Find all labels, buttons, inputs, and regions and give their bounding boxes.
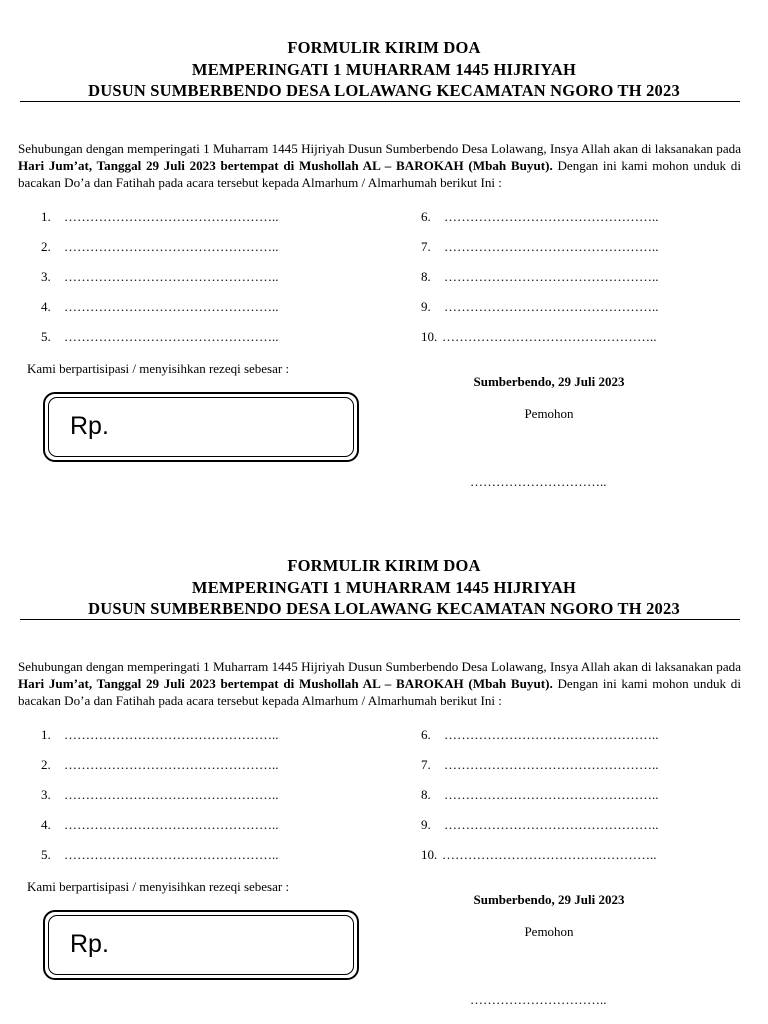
entry-blank-line[interactable]: ………………………………………….. — [64, 269, 279, 284]
entry-number: 6. — [421, 727, 431, 742]
prayer-form — [0, 0, 768, 500]
form-title: FORMULIR KIRIM DOA — [287, 38, 481, 57]
entry-number: 7. — [421, 239, 431, 254]
entry-blank-line[interactable]: ………………………………………….. — [64, 817, 279, 832]
form-subtitle: MEMPERINGATI 1 MUHARRAM 1445 HIJRIYAH — [191, 578, 577, 597]
entry-blank-line[interactable]: ………………………………………….. — [444, 727, 659, 742]
entry-number: 9. — [421, 299, 431, 314]
currency-label: Rp. — [70, 412, 109, 440]
request-text: Dengan ini kami mohon unduk di bacakan Do’a dan Fatihah pada acara tersebut kepada Almarhum / Almarhumah berikut Ini : — [18, 676, 741, 709]
entry-blank-line[interactable]: ………………………………………….. — [64, 329, 279, 344]
entry-number: 3. — [41, 787, 51, 802]
entry-number: 6. — [421, 209, 431, 224]
entry-blank-line[interactable]: ………………………………………….. — [64, 727, 279, 742]
entry-blank-line[interactable]: ………………………………………….. — [444, 239, 659, 254]
name-entry-row[interactable] — [41, 727, 279, 743]
entry-number: 8. — [421, 787, 431, 802]
donation-amount-box[interactable] — [43, 910, 359, 980]
entry-blank-line[interactable]: ………………………………………….. — [64, 239, 279, 254]
form-title: FORMULIR KIRIM DOA — [287, 556, 481, 575]
entry-blank-line[interactable]: ………………………………………….. — [64, 299, 279, 314]
applicant-role: Pemohon — [524, 406, 574, 421]
name-entry-row[interactable] — [421, 299, 659, 315]
entry-number: 2. — [41, 239, 51, 254]
form-location-title: DUSUN SUMBERBENDO DESA LOLAWANG KECAMATAN NGORO TH 2023 — [88, 599, 680, 618]
donation-amount-box[interactable] — [43, 392, 359, 462]
entry-blank-line[interactable]: ………………………………………….. — [444, 757, 659, 772]
name-entry-row[interactable] — [41, 817, 279, 833]
name-entry-row[interactable] — [421, 817, 659, 833]
entry-blank-line[interactable]: ………………………………………….. — [444, 817, 659, 832]
name-entry-row[interactable] — [41, 787, 279, 803]
name-entry-row[interactable] — [421, 329, 657, 345]
intro-text: Sehubungan dengan memperingati 1 Muharram 1445 Hijriyah Dusun Sumberbendo Desa Lolawang, Insya Allah akan di laksanakan pada — [18, 659, 741, 675]
entry-number: 8. — [421, 269, 431, 284]
form-subtitle: MEMPERINGATI 1 MUHARRAM 1445 HIJRIYAH — [191, 60, 577, 79]
entry-number: 5. — [41, 847, 51, 862]
entry-number: 3. — [41, 269, 51, 284]
entry-number: 9. — [421, 817, 431, 832]
name-entry-row[interactable] — [41, 269, 279, 285]
name-entry-row[interactable] — [41, 847, 279, 863]
name-entry-row[interactable] — [41, 209, 279, 225]
entry-number: 7. — [421, 757, 431, 772]
entry-blank-line[interactable]: ………………………………………….. — [64, 787, 279, 802]
entry-number: 1. — [41, 209, 51, 224]
place-date: Sumberbendo, 29 Juli 2023 — [473, 892, 625, 907]
entry-number: 1. — [41, 727, 51, 742]
event-details: Hari Jum’at, Tanggal 29 Juli 2023 bertempat di Mushollah AL – BAROKAH (Mbah Buyut). — [18, 676, 553, 692]
request-text: Dengan ini kami mohon unduk di bacakan Do’a dan Fatihah pada acara tersebut kepada Almarhum / Almarhumah berikut Ini : — [18, 158, 741, 191]
intro-text: Sehubungan dengan memperingati 1 Muharram 1445 Hijriyah Dusun Sumberbendo Desa Lolawang, Insya Allah akan di laksanakan pada — [18, 141, 741, 157]
name-entry-row[interactable] — [421, 757, 659, 773]
name-entry-row[interactable] — [421, 239, 659, 255]
participation-label: Kami berpartisipasi / menyisihkan rezeqi sebesar : — [27, 361, 290, 376]
entry-blank-line[interactable]: ………………………………………….. — [64, 209, 279, 224]
entry-number: 4. — [41, 817, 51, 832]
participation-label: Kami berpartisipasi / menyisihkan rezeqi sebesar : — [27, 879, 290, 894]
signature-line[interactable]: ………………………….. — [470, 474, 607, 489]
place-date: Sumberbendo, 29 Juli 2023 — [473, 374, 625, 389]
entry-blank-line[interactable]: ………………………………………….. — [444, 209, 659, 224]
entry-blank-line[interactable]: ………………………………………….. — [442, 329, 657, 344]
name-entry-row[interactable] — [41, 757, 279, 773]
name-entry-row[interactable] — [41, 299, 279, 315]
title-underline — [20, 619, 740, 620]
intro-paragraph — [18, 140, 741, 191]
entry-number: 10. — [421, 329, 438, 344]
name-entry-row[interactable] — [421, 847, 657, 863]
name-entry-row[interactable] — [41, 329, 279, 345]
name-entry-row[interactable] — [421, 269, 659, 285]
entry-blank-line[interactable]: ………………………………………….. — [442, 847, 657, 862]
entry-blank-line[interactable]: ………………………………………….. — [444, 299, 659, 314]
form-location-title: DUSUN SUMBERBENDO DESA LOLAWANG KECAMATAN NGORO TH 2023 — [88, 81, 680, 100]
entry-number: 5. — [41, 329, 51, 344]
title-underline — [20, 101, 740, 102]
entry-number: 2. — [41, 757, 51, 772]
name-entry-row[interactable] — [421, 727, 659, 743]
currency-label: Rp. — [70, 930, 109, 958]
entry-blank-line[interactable]: ………………………………………….. — [444, 269, 659, 284]
name-entry-row[interactable] — [41, 239, 279, 255]
event-details: Hari Jum’at, Tanggal 29 Juli 2023 bertempat di Mushollah AL – BAROKAH (Mbah Buyut). — [18, 158, 553, 174]
entry-number: 10. — [421, 847, 438, 862]
name-entry-row[interactable] — [421, 209, 659, 225]
name-entry-row[interactable] — [421, 787, 659, 803]
entry-blank-line[interactable]: ………………………………………….. — [64, 757, 279, 772]
applicant-role: Pemohon — [524, 924, 574, 939]
intro-paragraph — [18, 658, 741, 709]
entry-blank-line[interactable]: ………………………………………….. — [64, 847, 279, 862]
entry-number: 4. — [41, 299, 51, 314]
entry-blank-line[interactable]: ………………………………………….. — [444, 787, 659, 802]
signature-line[interactable]: ………………………….. — [470, 992, 607, 1007]
prayer-form — [0, 518, 768, 1018]
